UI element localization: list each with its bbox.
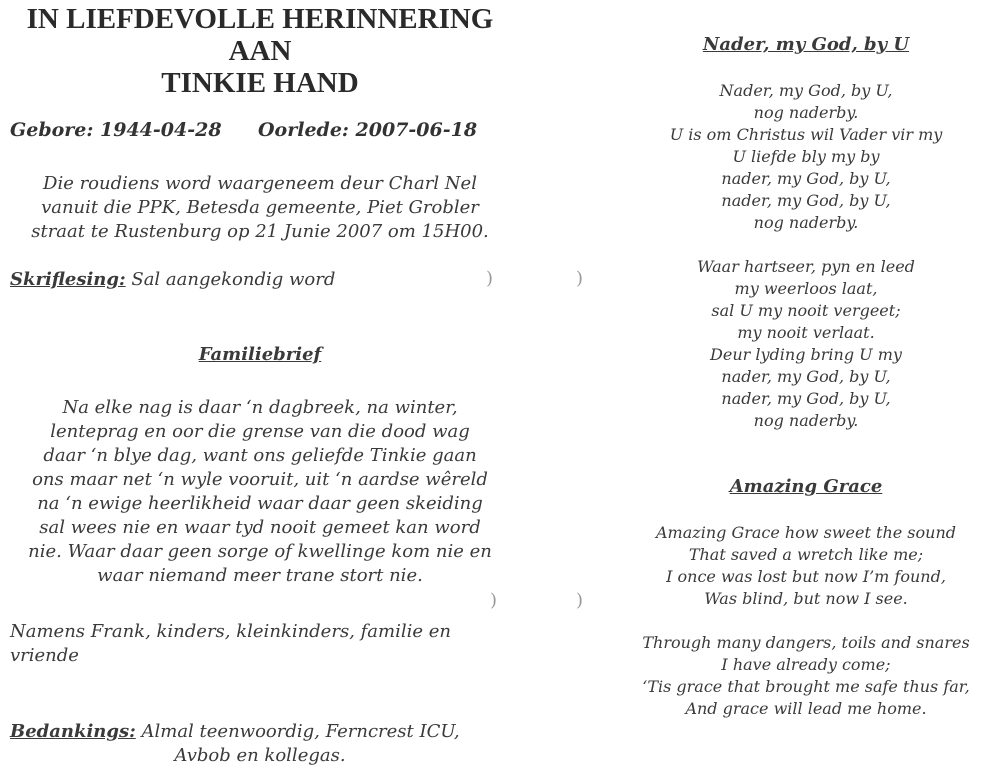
thanks-label: Bedankings: — [10, 721, 136, 742]
hymn1-line: nader, my God, by U, — [721, 367, 891, 386]
family-letter-line: ons maar net ‘n wyle vooruit, uit ‘n aardse wêreld — [32, 469, 488, 490]
family-letter-line: lenteprag en oor die grense van die dood wag — [50, 421, 470, 442]
hymn2-line: Was blind, but now I see. — [704, 589, 908, 608]
service-line: Die roudiens word waargeneem deur Charl Nel — [43, 173, 477, 194]
hymn1-line: nog naderby. — [753, 213, 859, 232]
hymn2-line: Through many dangers, toils and snares — [642, 633, 970, 652]
service-line: straat te Rustenburg op 21 Junie 2007 om 15H00. — [31, 221, 489, 242]
service-info — [0, 172, 520, 244]
birth-date: Gebore: 1944-04-28 — [10, 119, 222, 141]
family-letter-line: na ‘n ewige heerlikheid waar daar geen skeiding — [37, 493, 483, 514]
hymn1-verse2 — [600, 256, 998, 432]
hymn1-line: Waar hartseer, pyn en leed — [697, 257, 915, 276]
hymn1-line: sal U my nooit vergeet; — [711, 301, 901, 320]
reading-label: Skriflesing: — [10, 269, 126, 290]
hymn1-verse1 — [600, 80, 998, 234]
header-title-line2: AAN — [228, 35, 292, 67]
hymn2-verse1 — [600, 522, 998, 610]
hymn2-line: ‘Tis grace that brought me safe thus far, — [642, 677, 970, 696]
family-letter-line: nie. Waar daar geen sorge of kwellinge kom nie en — [28, 541, 492, 562]
hymn2-line: That saved a wretch like me; — [688, 545, 924, 564]
hymn1-line: nog naderby. — [753, 103, 859, 122]
family-letter-line: Na elke nag is daar ‘n dagbreek, na winter, — [62, 397, 458, 418]
hymn1-line: nader, my God, by U, — [721, 389, 891, 408]
fold-mark: ) — [576, 268, 584, 289]
family-letter-line: waar niemand meer trane stort nie. — [97, 565, 423, 586]
fold-mark: ) — [490, 590, 498, 611]
family-letter-line: sal wees nie en waar tyd nooit gemeet kan word — [39, 517, 481, 538]
fold-mark: ) — [576, 590, 584, 611]
hymn2-line: I have already come; — [721, 655, 891, 674]
hymn1-line: nog naderby. — [753, 411, 859, 430]
header-name: TINKIE HAND — [161, 67, 359, 99]
hymn2-line: And grace will lead me home. — [685, 699, 927, 718]
hymn2-title: Amazing Grace — [729, 476, 883, 497]
hymn1-title: Nader, my God, by U — [702, 34, 910, 55]
behalf-text — [10, 620, 520, 668]
hymn1-line: U liefde bly my by — [732, 147, 880, 166]
thanks-row — [10, 720, 520, 744]
reading-row — [10, 268, 335, 292]
reading-text: Sal aangekondig word — [131, 269, 336, 290]
hymn2-verse2 — [600, 632, 998, 720]
hymn1-line: nader, my God, by U, — [721, 169, 891, 188]
death-date: Oorlede: 2007-06-18 — [258, 119, 478, 141]
family-letter-title: Familiebrief — [198, 344, 322, 365]
behalf-line: Namens Frank, kinders, kleinkinders, familie en — [10, 621, 451, 642]
thanks-line1: Almal teenwoordig, Ferncrest ICU, — [141, 721, 460, 742]
service-line: vanuit die PPK, Betesda gemeente, Piet Grobler — [41, 197, 479, 218]
hymn1-line: nader, my God, by U, — [721, 191, 891, 210]
family-letter-title-wrap — [0, 343, 520, 367]
hymn1-line: Nader, my God, by U, — [719, 81, 893, 100]
hymn1-line: my weerloos laat, — [734, 279, 878, 298]
hymn1-line: Deur lyding bring U my — [710, 345, 902, 364]
family-letter-line: daar ‘n blye dag, want ons geliefde Tinkie gaan — [43, 445, 477, 466]
hymn1-title-wrap — [600, 34, 998, 55]
hymn2-line: I once was lost but now I’m found, — [666, 567, 946, 586]
hymn1-line: U is om Christus wil Vader vir my — [669, 125, 943, 144]
hymn1-line: my nooit verlaat. — [737, 323, 875, 342]
family-letter-body — [0, 396, 520, 588]
thanks-line2: Avbob en kollegas. — [174, 745, 346, 766]
behalf-line: vriende — [10, 645, 79, 666]
fold-mark: ) — [486, 268, 494, 289]
hymn2-title-wrap — [600, 476, 998, 497]
header-title-line1: IN LIEFDEVOLLE HERINNERING — [26, 3, 494, 35]
hymn2-line: Amazing Grace how sweet the sound — [656, 523, 956, 542]
